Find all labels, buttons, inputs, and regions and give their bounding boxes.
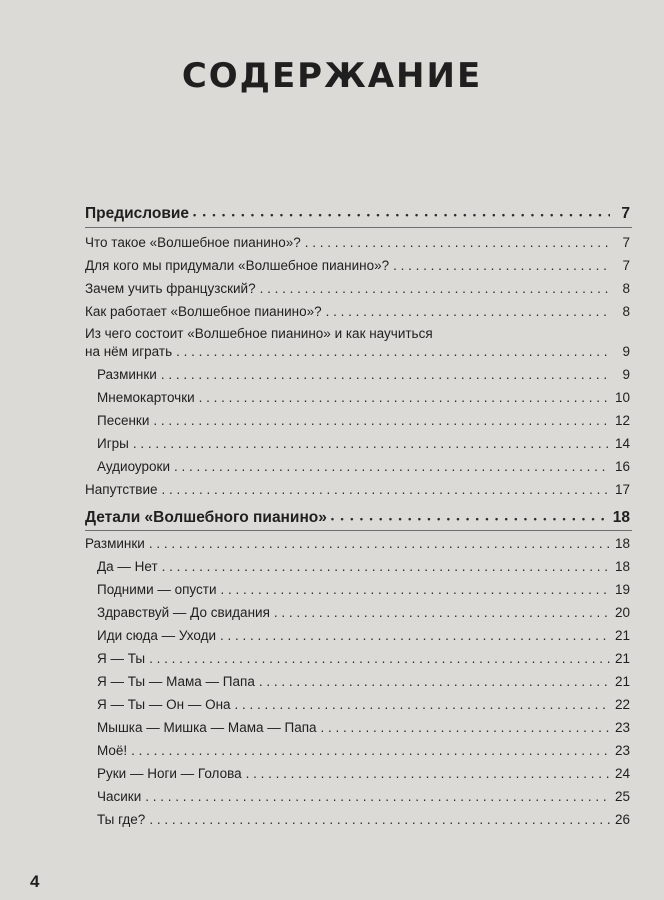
toc-subentry[interactable]: [97, 367, 630, 382]
dot-leader: [260, 281, 610, 296]
toc-entry-multiline-first: Из чего состоит «Волшебное пианино» и как научиться: [85, 326, 433, 341]
dot-leader: [326, 304, 610, 319]
toc-page-number: 18: [612, 509, 630, 526]
toc-subentry[interactable]: [97, 697, 630, 712]
dot-leader: [259, 674, 610, 689]
toc-subentry[interactable]: [97, 766, 630, 781]
toc-subentry[interactable]: [97, 720, 630, 735]
toc-entry-label: Подними — опусти: [97, 582, 217, 597]
toc-page-number: 14: [614, 436, 630, 451]
toc-entry-label: Моё!: [97, 743, 128, 758]
toc-page-number: 7: [621, 205, 630, 222]
dot-leader: [149, 536, 610, 551]
dot-leader: [162, 559, 610, 574]
dot-leader: [305, 235, 610, 250]
toc-entry-label: Разминки: [97, 367, 157, 382]
dot-leader: [149, 812, 610, 827]
toc-entry-label: Мышка — Мишка — Мама — Папа: [97, 720, 317, 735]
toc-page-number: 26: [614, 812, 630, 827]
dot-leader: [331, 509, 609, 527]
toc-entry-label: Иди сюда — Уходи: [97, 628, 217, 643]
toc-page-number: 12: [614, 413, 630, 428]
dot-leader: [199, 390, 610, 405]
toc-entry[interactable]: [85, 482, 630, 497]
toc-page-number: 7: [622, 258, 630, 273]
toc-page-number: 18: [614, 536, 630, 551]
toc-page-number: 23: [614, 720, 630, 735]
toc-section-title: Детали «Волшебного пианино»: [85, 509, 327, 526]
toc-subentry[interactable]: [97, 413, 630, 428]
toc-entry-label: Как работает «Волшебное пианино»?: [85, 304, 322, 319]
toc-entry-label: Аудиоуроки: [97, 459, 170, 474]
toc-page-number: 8: [622, 304, 630, 319]
dot-leader: [221, 582, 610, 597]
page-number-folio: 4: [30, 872, 40, 891]
toc-entry-label: Я — Ты: [97, 651, 146, 666]
toc-entry-label: Да — Нет: [97, 559, 158, 574]
dot-leader: [153, 413, 610, 428]
dot-leader: [321, 720, 610, 735]
toc-entry-label: Я — Ты — Он — Она: [97, 697, 231, 712]
toc-subentry[interactable]: [97, 743, 630, 758]
dot-leader: [176, 344, 610, 359]
toc-page-number: 19: [614, 582, 630, 597]
toc-entry-label: Игры: [97, 436, 129, 451]
toc-page-number: 10: [614, 390, 630, 405]
toc-page-number: 8: [622, 281, 630, 296]
toc-page-number: 9: [622, 367, 630, 382]
dot-leader: [174, 459, 610, 474]
toc-subentry[interactable]: [97, 651, 630, 666]
section-divider: [85, 530, 632, 531]
toc-page-number: 23: [614, 743, 630, 758]
toc-subentry[interactable]: [97, 559, 630, 574]
dot-leader: [193, 205, 610, 223]
toc-subentry[interactable]: [97, 582, 630, 597]
dot-leader: [145, 789, 610, 804]
toc-entry-label: Здравствуй — До свидания: [97, 605, 270, 620]
dot-leader: [162, 482, 610, 497]
toc-subentry[interactable]: [97, 674, 630, 689]
toc-page-number: 7: [622, 235, 630, 250]
toc-page-number: 21: [614, 628, 630, 643]
dot-leader: [133, 436, 610, 451]
dot-leader: [235, 697, 610, 712]
toc-entry-label: Руки — Ноги — Голова: [97, 766, 242, 781]
section-divider: [85, 227, 632, 228]
toc-page-number: 9: [622, 344, 630, 359]
toc-entry-label: Разминки: [85, 536, 145, 551]
toc-subentry[interactable]: [97, 628, 630, 643]
toc-entry[interactable]: [85, 536, 630, 551]
toc-entry[interactable]: [85, 281, 630, 296]
toc-subentry[interactable]: [97, 605, 630, 620]
toc-entry-label: Я — Ты — Мама — Папа: [97, 674, 255, 689]
toc-page-number: 17: [614, 482, 630, 497]
toc-entry-label: на нём играть: [85, 344, 173, 359]
toc-page-number: 20: [614, 605, 630, 620]
toc-entry-label: Что такое «Волшебное пианино»?: [85, 235, 301, 250]
toc-entry-label: Зачем учить французский?: [85, 281, 256, 296]
toc-page-number: 21: [614, 674, 630, 689]
dot-leader: [161, 367, 610, 382]
dot-leader: [149, 651, 610, 666]
page-title: СОДЕРЖАНИЕ: [181, 56, 483, 96]
dot-leader: [220, 628, 610, 643]
toc-entry[interactable]: [85, 304, 630, 319]
toc-page-number: 24: [614, 766, 630, 781]
toc-subentry[interactable]: [97, 436, 630, 451]
dot-leader: [246, 766, 610, 781]
toc-section-title: Предисловие: [85, 205, 190, 222]
toc-entry-label: Часики: [97, 789, 142, 804]
toc-page-number: 21: [614, 651, 630, 666]
toc-page-number: 16: [614, 459, 630, 474]
toc-subentry[interactable]: [97, 789, 630, 804]
toc-section-foreword[interactable]: [85, 205, 630, 223]
toc-subentry[interactable]: [97, 812, 630, 827]
toc-entry-label: Напутствие: [85, 482, 158, 497]
toc-entry[interactable]: [85, 235, 630, 250]
dot-leader: [393, 258, 610, 273]
toc-entry-label: Ты где?: [97, 812, 146, 827]
toc-section-details[interactable]: [85, 509, 630, 527]
toc-entry-label: Мнемокарточки: [97, 390, 195, 405]
toc-subentry[interactable]: [97, 459, 630, 474]
toc-subentry[interactable]: [97, 390, 630, 405]
dot-leader: [131, 743, 610, 758]
toc-entry[interactable]: [85, 258, 630, 273]
dot-leader: [274, 605, 610, 620]
toc-entry[interactable]: [85, 344, 630, 359]
toc-page-number: 22: [614, 697, 630, 712]
toc-entry-label: Для кого мы придумали «Волшебное пианино»?: [85, 258, 390, 273]
toc-page-number: 18: [614, 559, 630, 574]
toc-page-number: 25: [614, 789, 630, 804]
toc-entry-label: Песенки: [97, 413, 150, 428]
